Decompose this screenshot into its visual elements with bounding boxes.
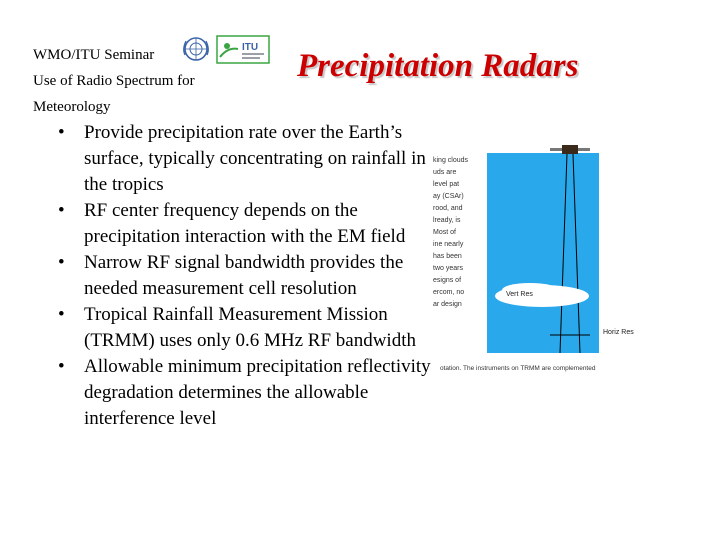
- side-text-line: two years: [433, 265, 463, 272]
- bullet-item: [58, 354, 443, 432]
- side-text-line: ine nearly: [433, 241, 464, 248]
- side-text-line: has been: [433, 253, 462, 260]
- seminar-header: [33, 42, 195, 120]
- side-text-line: rood, and: [433, 205, 463, 212]
- bullet-dot-icon: •: [58, 122, 65, 143]
- wmo-emblem-icon: [184, 38, 209, 60]
- bullet-dot-icon: •: [58, 356, 65, 377]
- slide-title: Precipitation Radars: [297, 48, 579, 84]
- bullet-dot-icon: •: [58, 252, 65, 273]
- side-text-line: lready, is: [433, 217, 461, 224]
- side-text-line: level pat: [433, 181, 460, 188]
- side-text-line: ar design: [433, 301, 462, 308]
- vert-res-label: Vert Res: [506, 291, 533, 298]
- bullet-list: [58, 120, 443, 432]
- bullet-dot-icon: •: [58, 200, 65, 221]
- side-text-line: esigns of: [433, 277, 462, 284]
- bullet-item: [58, 198, 443, 250]
- itu-logo-text: ITU: [242, 42, 259, 53]
- bullet-dot-icon: •: [58, 304, 65, 325]
- side-text-line: uds are: [433, 169, 457, 176]
- sky-background: [487, 153, 599, 353]
- radar-figure: [430, 145, 645, 375]
- bullet-item: [58, 250, 443, 302]
- logos: [180, 33, 270, 65]
- side-text-line: Most of: [433, 229, 456, 236]
- side-text-line: ay (CSAr): [433, 193, 464, 200]
- side-text-line: ercom, no: [433, 289, 465, 296]
- horiz-res-label: Horiz Res: [603, 329, 634, 336]
- bullet-text: Provide precipitation rate over the Earth’s surface, typically concentrating on rainfall in the tropics: [84, 122, 426, 195]
- header-line-1: WMO/ITU Seminar: [33, 47, 155, 63]
- bullet-item: [58, 302, 443, 354]
- figure-side-text: [433, 157, 469, 308]
- figure-caption: otation. The instruments on TRMM are complemented: [440, 365, 596, 372]
- bullet-text: Tropical Rainfall Measurement Mission (TRMM) uses only 0.6 MHz RF bandwidth: [84, 304, 416, 351]
- bullet-text: Narrow RF signal bandwidth provides the needed measurement cell resolution: [84, 252, 404, 299]
- bullet-item: [58, 120, 443, 198]
- header-line-3: Meteorology: [33, 99, 111, 115]
- header-line-2: Use of Radio Spectrum for: [33, 73, 195, 89]
- satellite-icon: [550, 145, 590, 154]
- bullet-text: RF center frequency depends on the precipitation interaction with the EM field: [84, 200, 406, 247]
- side-text-line: king clouds: [433, 157, 469, 164]
- bullet-text: Allowable minimum precipitation reflectivity degradation determines the allowable interference level: [84, 356, 431, 429]
- itu-logo-icon: [217, 36, 269, 63]
